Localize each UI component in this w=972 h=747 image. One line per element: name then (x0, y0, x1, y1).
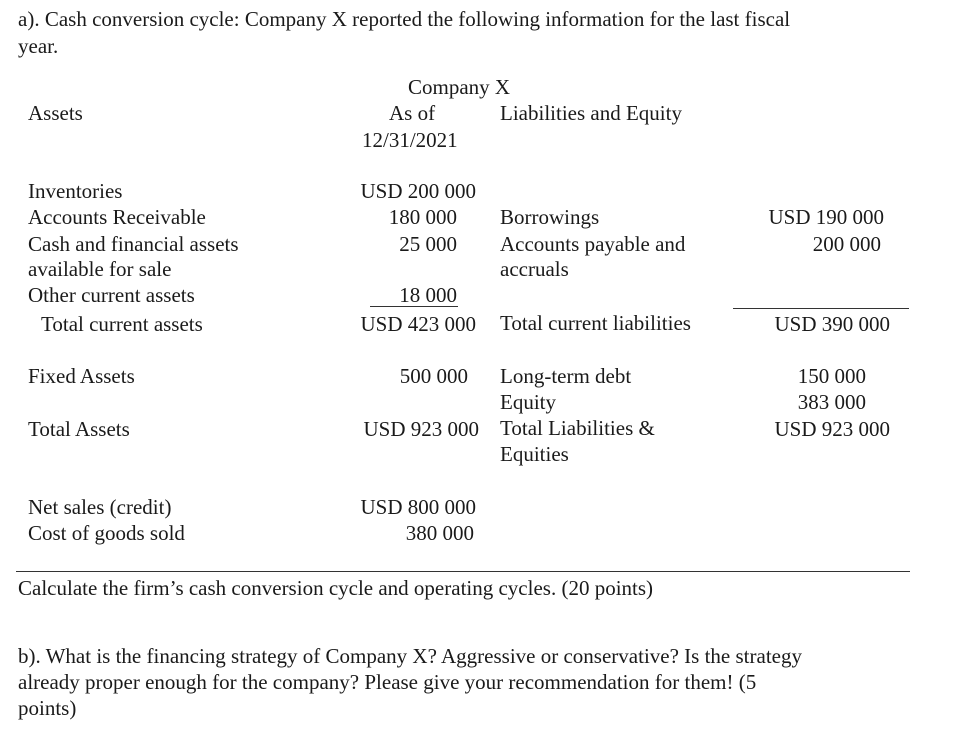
cash-label-line1: Cash and financial assets (28, 232, 239, 256)
total-assets-value: USD 923 000 (363, 417, 479, 441)
company-name: Company X (408, 75, 511, 99)
cash-label-line2: available for sale (28, 257, 172, 281)
question-a-intro-line2: year. (18, 34, 59, 58)
borrowings-label: Borrowings (500, 205, 600, 229)
question-b-line1: b). What is the financing strategy of Company X? Aggressive or conservative? Is the strategy (18, 644, 802, 668)
fixed-assets-label: Fixed Assets (28, 364, 135, 388)
net-sales-value: USD 800 000 (360, 495, 476, 519)
cash-value: 25 000 (399, 232, 457, 256)
total-current-assets-value: USD 423 000 (360, 312, 476, 336)
inventories-label: Inventories (28, 179, 123, 203)
section-divider (16, 571, 910, 572)
total-current-liabilities-value: USD 390 000 (774, 312, 890, 336)
question-a-intro-line1: a). Cash conversion cycle: Company X reported the following information for the last fiscal (18, 7, 791, 31)
total-liabilities-value: USD 923 000 (774, 417, 890, 441)
fixed-assets-value: 500 000 (399, 364, 468, 388)
accounts-payable-label-line2: accruals (500, 257, 569, 281)
as-of-label: As of (389, 101, 436, 125)
total-assets-label: Total Assets (28, 417, 130, 441)
accounts-payable-label-line1: Accounts payable and (500, 232, 686, 256)
assets-header: Assets (28, 101, 83, 125)
borrowings-value: USD 190 000 (768, 205, 884, 229)
equity-label: Equity (500, 390, 556, 414)
other-current-assets-value: 18 000 (399, 283, 457, 307)
equity-value: 383 000 (797, 390, 866, 414)
other-current-assets-underline (370, 306, 458, 307)
inventories-value: USD 200 000 (360, 179, 476, 203)
question-b-line2: already proper enough for the company? Please give your recommendation for them! (5 (18, 670, 757, 694)
total-current-assets-label: Total current assets (41, 312, 203, 336)
accounts-receivable-label: Accounts Receivable (28, 205, 206, 229)
question-b-line3: points) (18, 696, 77, 720)
statement-date: 12/31/2021 (362, 128, 458, 152)
other-current-assets-label: Other current assets (28, 283, 195, 307)
current-liabilities-underline (733, 308, 909, 309)
accounts-payable-value: 200 000 (812, 232, 881, 256)
total-liabilities-label-line2: Equities (500, 442, 569, 466)
net-sales-label: Net sales (credit) (28, 495, 172, 519)
cogs-value: 380 000 (405, 521, 474, 545)
task-a-instruction: Calculate the firm’s cash conversion cycle and operating cycles. (20 points) (18, 576, 654, 600)
total-current-liabilities-label: Total current liabilities (500, 311, 691, 335)
accounts-receivable-value: 180 000 (388, 205, 457, 229)
cogs-label: Cost of goods sold (28, 521, 185, 545)
liabilities-equity-header: Liabilities and Equity (500, 101, 682, 125)
total-liabilities-label-line1: Total Liabilities & (500, 416, 655, 440)
long-term-debt-label: Long-term debt (500, 364, 632, 388)
long-term-debt-value: 150 000 (797, 364, 866, 388)
